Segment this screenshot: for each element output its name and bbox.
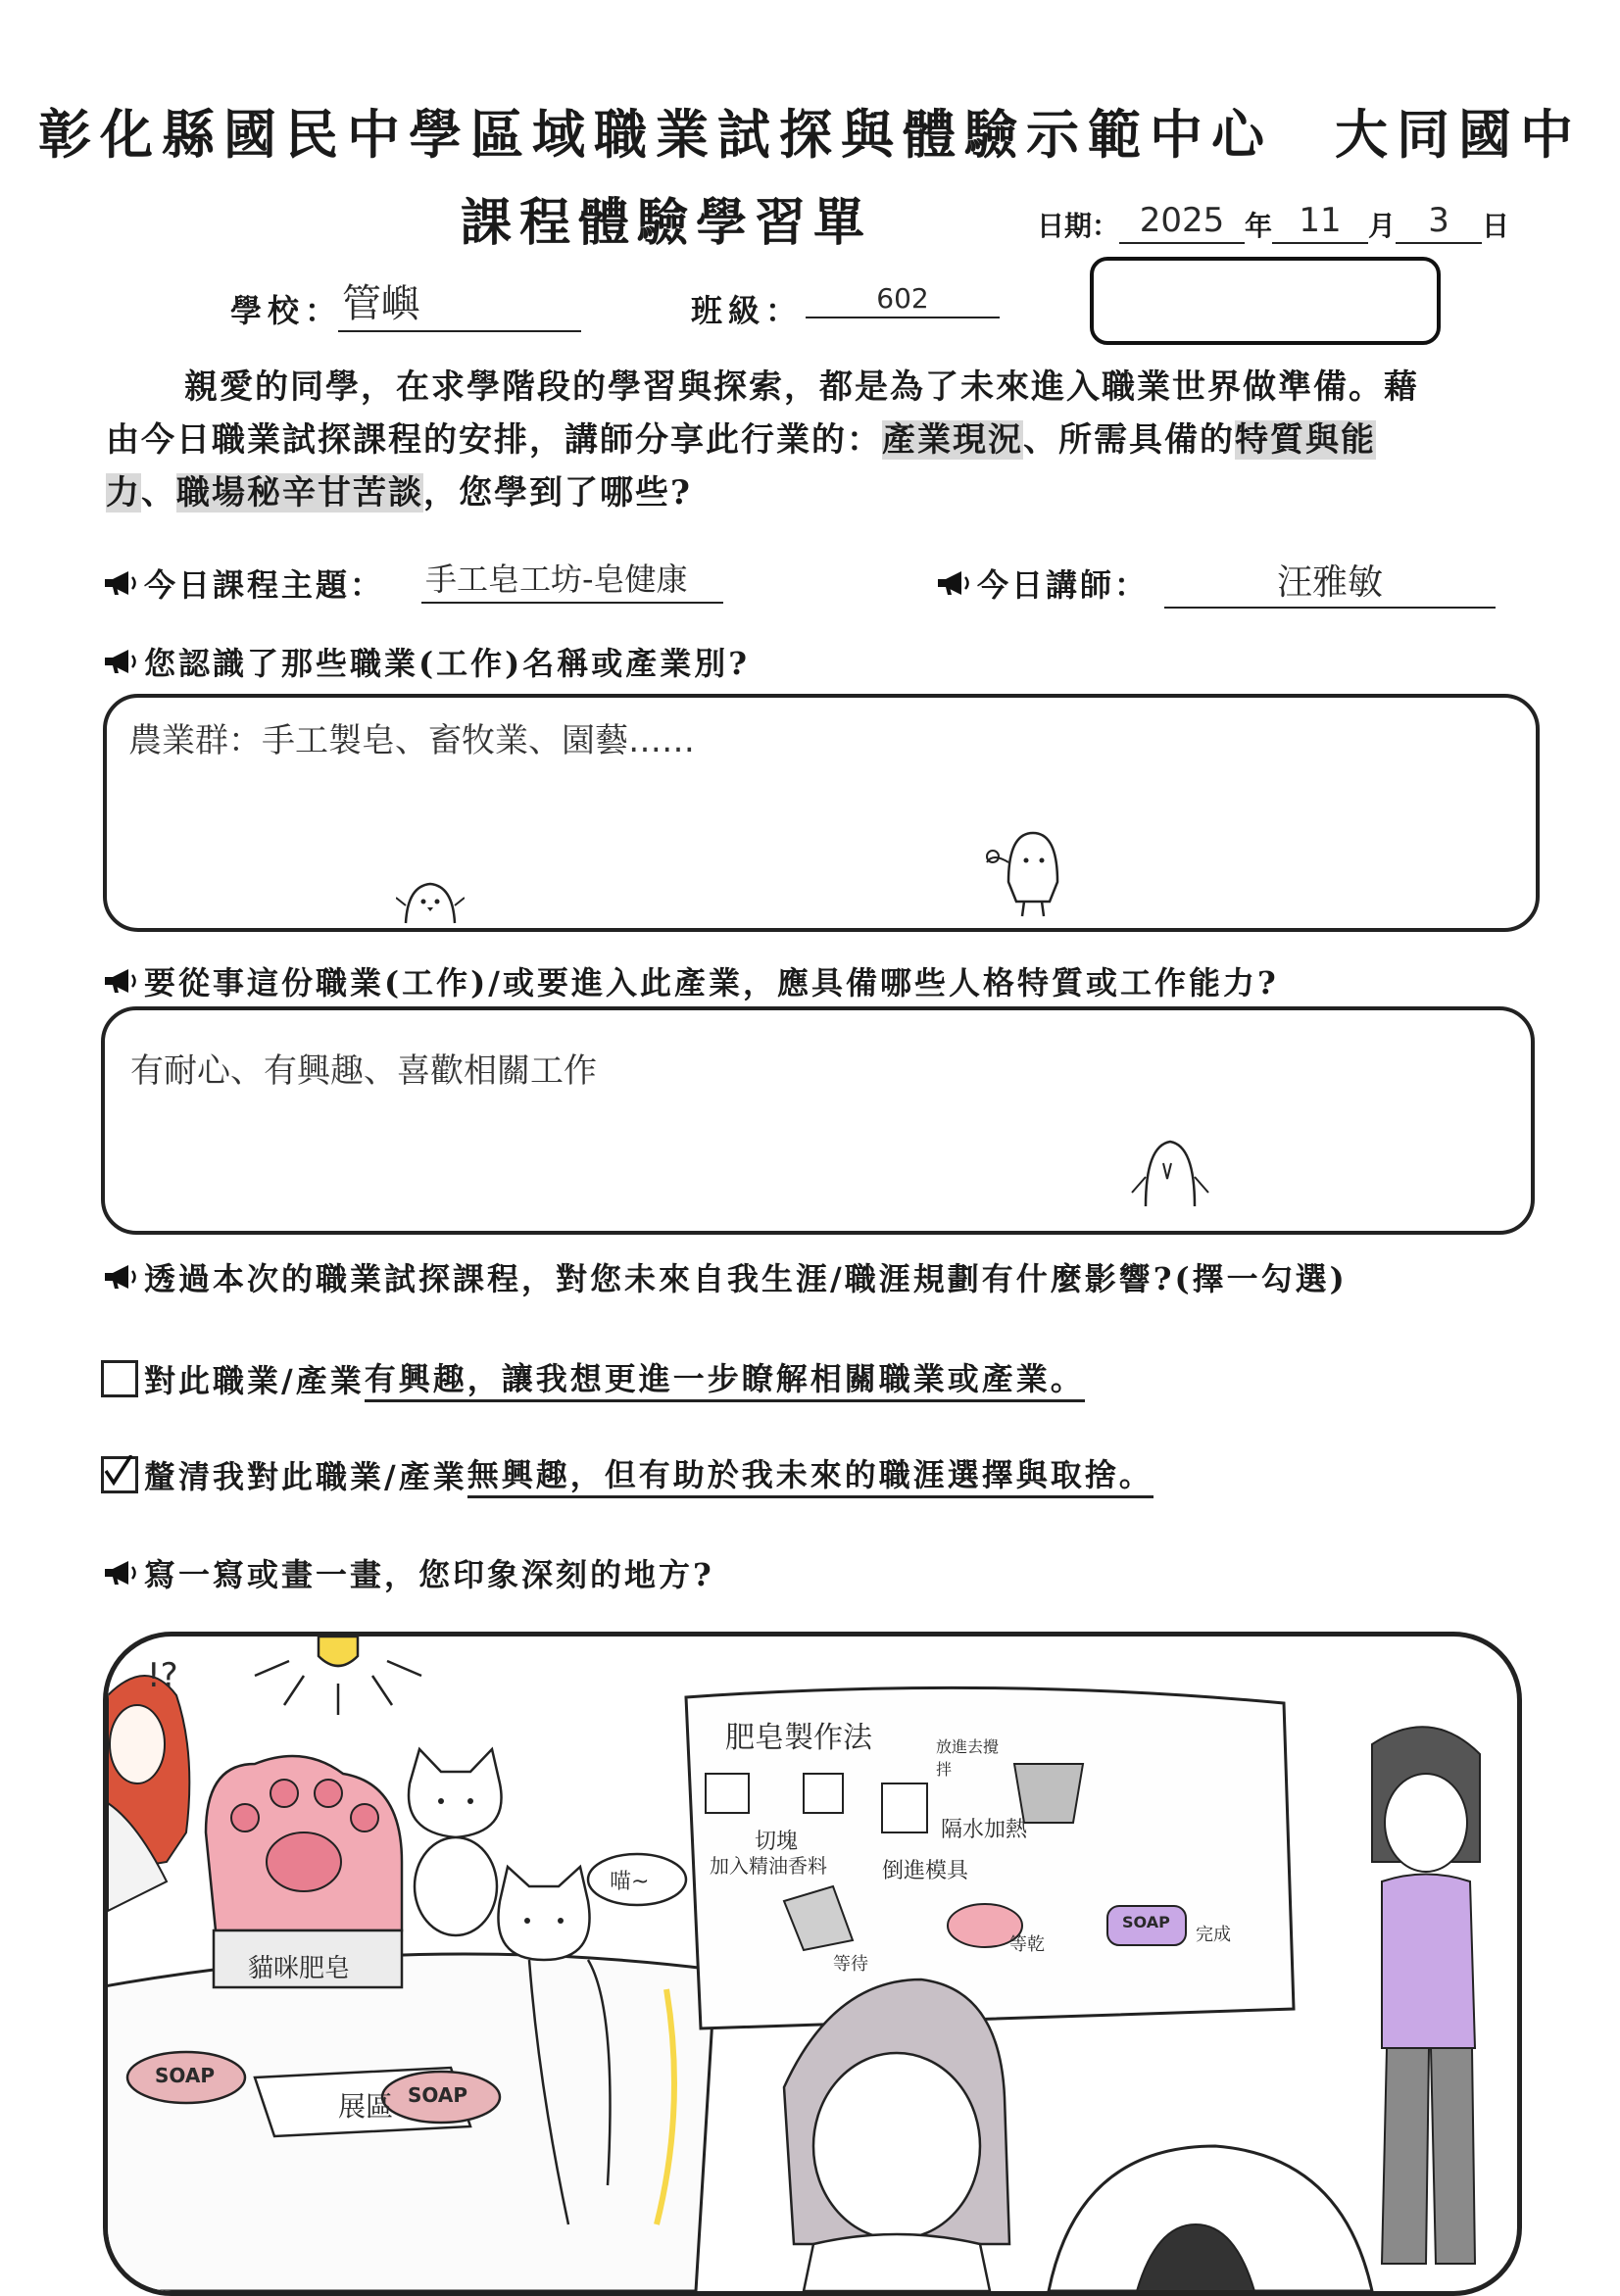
highlight-workplace: 職場秘辛甘苦談 [176, 473, 423, 513]
intro-line-1: 親愛的同學，在求學階段的學習與探索，都是為了未來進入職業世界做準備。藉 [184, 367, 1419, 407]
date-day-unit: 日 [1482, 210, 1510, 242]
question-1-text: 您認識了那些職業(工作)名稱或產業別? [144, 645, 751, 682]
girl-red-hair-figure [108, 1676, 189, 1911]
doodle-character-icon [979, 823, 1077, 921]
option-1-text-em: 有興趣 [365, 1354, 467, 1402]
answer-box-1[interactable] [103, 694, 1540, 932]
board-step-8: 完成 [1196, 1925, 1231, 1945]
exclaim-mark: !? [147, 1656, 178, 1695]
question-3 [103, 1254, 1348, 1299]
answer-box-2[interactable] [101, 1006, 1535, 1235]
course-topic-label: 今日課程主題： [144, 566, 385, 604]
question-1 [103, 639, 750, 684]
megaphone-icon [103, 1263, 140, 1291]
tray-label: 展區 [338, 2090, 394, 2123]
date-label: 日期： [1037, 210, 1120, 242]
girl-glasses-figure [1372, 1727, 1480, 2264]
board-step-7: SOAP [1122, 1913, 1170, 1931]
cat-speech: 喵~ [610, 1870, 650, 1894]
checkmark-icon [102, 1455, 133, 1487]
checkbox-not-interested[interactable] [101, 1456, 138, 1493]
doodle-bird-icon [1126, 1128, 1214, 1216]
date-row [1037, 201, 1509, 244]
doodle-bird-icon [396, 876, 465, 925]
board-step-6: 等乾 [1009, 1934, 1045, 1955]
board-step-5: 等待 [833, 1954, 868, 1975]
date-day[interactable]: 3 [1396, 201, 1482, 244]
highlight-traits-end: 力 [106, 473, 141, 513]
teacher-field[interactable]: 汪雅敏 [1164, 555, 1496, 609]
lamp-icon [255, 1637, 421, 1715]
option-2-text-em: 無興趣 [467, 1450, 570, 1498]
megaphone-icon [103, 1559, 140, 1587]
intro-text: 、 [141, 473, 176, 513]
date-year-unit: 年 [1245, 210, 1273, 242]
board-step-top: 放進去攪拌 [936, 1737, 1000, 1779]
course-topic-field[interactable]: 手工皂工坊-皂健康 [421, 555, 723, 604]
redaction-box [1090, 257, 1441, 345]
intro-text: 、所需具備的 [1023, 420, 1235, 460]
board-title: 肥皂製作法 [725, 1721, 872, 1755]
megaphone-icon [103, 648, 140, 675]
question-3-text: 透過本次的職業試探課程，對您未來自我生涯/職涯規劃有什麼影響?(擇一勾選) [144, 1260, 1348, 1297]
teacher-label: 今日講師： [977, 566, 1150, 604]
checkbox-interested[interactable] [101, 1360, 138, 1397]
board-step-4: 倒進模具 [882, 1859, 969, 1883]
megaphone-icon [936, 569, 973, 597]
cat-icon [409, 1749, 502, 1935]
date-month-unit: 月 [1368, 210, 1397, 242]
option-interested[interactable] [101, 1354, 1085, 1402]
option-1-text-a: 對此職業/產業 [144, 1361, 365, 1399]
teacher-row [936, 561, 1149, 606]
megaphone-icon [103, 569, 140, 597]
soap-label-right: SOAP [408, 2083, 468, 2107]
date-year[interactable]: 2025 [1119, 201, 1245, 244]
megaphone-icon [103, 967, 140, 995]
intro-line-2 [106, 414, 1537, 466]
class-field[interactable]: 602 [806, 282, 1000, 318]
intro-text: 由今日職業試探課程的安排，講師分享此行業的： [106, 420, 882, 460]
option-1-text-b: ，讓我想更進一步瞭解相關職業或產業。 [467, 1354, 1085, 1402]
question-4 [103, 1550, 714, 1595]
option-2-text-b: ，但有助於我未來的職涯選擇與取捨。 [570, 1450, 1154, 1498]
intro-text: ，您學到了哪些? [423, 473, 692, 513]
intro-line-3 [106, 466, 1537, 519]
board-step-3: 加入精油香料 [710, 1854, 827, 1878]
page-title: 彰化縣國民中學區域職業試探與體驗示範中心 大同國中 [38, 103, 1582, 166]
question-2-text: 要從事這份職業(工作)/或要進入此產業，應具備哪些人格特質或工作能力? [144, 964, 1279, 1001]
highlight-traits: 特質與能 [1235, 420, 1376, 460]
drawing-area[interactable] [103, 1632, 1522, 2296]
option-2-text-a: 釐清我對此職業/產業 [144, 1457, 467, 1495]
class-label: 班級： [691, 292, 804, 329]
course-topic-row [103, 561, 384, 606]
soap-label-left: SOAP [155, 2064, 216, 2087]
soap-sign: 貓咪肥皂 [248, 1954, 351, 1983]
answer-1-text: 農業群：手工製皂、畜牧業、園藝…… [128, 721, 695, 760]
question-4-text: 寫一寫或畫一畫，您印象深刻的地方? [144, 1556, 714, 1593]
date-month[interactable]: 11 [1272, 201, 1368, 244]
board-step-1: 切塊 [755, 1830, 799, 1854]
school-label: 學校： [230, 292, 343, 329]
school-field[interactable]: 管嶼 [338, 272, 581, 332]
intro-paragraph [106, 361, 1537, 519]
question-2 [103, 958, 1279, 1003]
highlight-industry: 產業現況 [882, 420, 1023, 460]
option-not-interested[interactable] [101, 1450, 1154, 1498]
page-subtitle: 課程體驗學習單 [461, 193, 873, 253]
student-girl-figure [784, 1979, 1009, 2291]
board-step-2: 隔水加熱 [941, 1818, 1028, 1842]
answer-2-text: 有耐心、有興趣、喜歡相關工作 [130, 1051, 597, 1091]
